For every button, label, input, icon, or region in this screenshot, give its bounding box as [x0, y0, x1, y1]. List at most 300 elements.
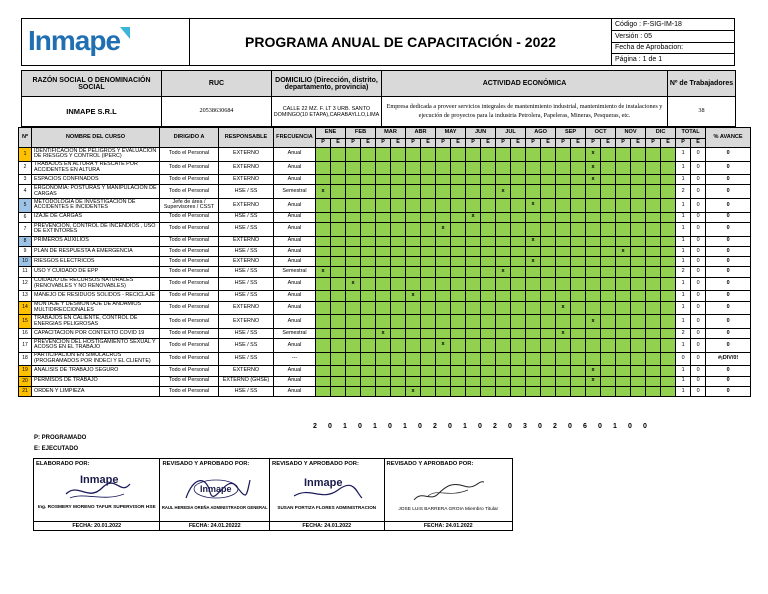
planned-cell [586, 339, 601, 353]
signature-block [33, 458, 513, 531]
course-target: Todo el Personal [160, 185, 219, 199]
executed-subheader: E [661, 139, 676, 148]
course-number: 11 [19, 267, 32, 277]
executed-cell [481, 199, 496, 213]
course-responsible: EXTERNO [219, 161, 274, 175]
executed-cell [481, 328, 496, 338]
planned-cell [406, 376, 421, 386]
training-program-table [18, 127, 751, 397]
course-row [19, 267, 751, 277]
course-target: Todo el Personal [160, 246, 219, 256]
planned-cell [316, 376, 331, 386]
executed-cell [601, 376, 616, 386]
signature-elaborated [34, 459, 160, 530]
planned-cell [406, 246, 421, 256]
executed-cell [631, 175, 646, 185]
course-responsible: EXTERNO [219, 257, 274, 267]
planned-cell [646, 315, 661, 329]
planned-cell [406, 257, 421, 267]
planned-cell [556, 291, 571, 301]
executed-cell [421, 257, 436, 267]
course-frequency: Semestral [274, 185, 316, 199]
planned-cell [406, 185, 421, 199]
planned-cell [406, 161, 421, 175]
course-target: Todo el Personal [160, 236, 219, 246]
monthly-total: 0 [628, 423, 632, 430]
course-row [19, 236, 751, 246]
planned-cell [586, 291, 601, 301]
executed-cell [391, 175, 406, 185]
executed-cell [361, 148, 376, 162]
planned-cell [316, 386, 331, 396]
planned-cell [586, 352, 601, 366]
executed-cell [511, 277, 526, 291]
executed-cell [661, 315, 676, 329]
planned-cell [376, 376, 391, 386]
planned-subheader: P [466, 139, 481, 148]
course-target: Todo el Personal [160, 339, 219, 353]
executed-cell [511, 352, 526, 366]
planned-cell [526, 185, 541, 199]
planned-cell [376, 352, 391, 366]
planned-cell [586, 185, 601, 199]
planned-cell: x [586, 175, 601, 185]
executed-cell [331, 175, 346, 185]
planned-cell [346, 185, 361, 199]
executed-cell [601, 386, 616, 396]
executed-cell [511, 328, 526, 338]
planned-cell [616, 212, 631, 222]
course-responsible: HSE / SS [219, 277, 274, 291]
course-frequency: Anual [274, 148, 316, 162]
total-executed: 0 [691, 148, 706, 162]
avance-value: 0 [706, 236, 751, 246]
executed-cell [451, 315, 466, 329]
course-number: 13 [19, 291, 32, 301]
planned-cell: x [556, 301, 571, 315]
executed-cell [421, 175, 436, 185]
total-planned: 1 [676, 301, 691, 315]
executed-cell [511, 212, 526, 222]
planned-cell [556, 246, 571, 256]
executed-cell [361, 386, 376, 396]
planned-cell [646, 161, 661, 175]
executed-cell [631, 328, 646, 338]
executed-cell [511, 339, 526, 353]
page-number: Página : 1 de 1 [612, 53, 734, 65]
avance-value: 0 [706, 328, 751, 338]
planned-cell [616, 366, 631, 376]
executed-cell [541, 291, 556, 301]
planned-cell [346, 301, 361, 315]
course-frequency: Anual [274, 366, 316, 376]
planned-cell [526, 277, 541, 291]
course-responsible: HSE / SS [219, 267, 274, 277]
executed-cell [541, 212, 556, 222]
planned-cell [406, 267, 421, 277]
planned-cell [436, 257, 451, 267]
planned-cell [556, 352, 571, 366]
monthly-total: 0 [508, 423, 512, 430]
executed-cell [391, 339, 406, 353]
planned-cell: x [556, 328, 571, 338]
course-frequency: Anual [274, 257, 316, 267]
month-header: OCT [586, 128, 616, 139]
planned-cell [586, 257, 601, 267]
executed-cell [631, 277, 646, 291]
planned-cell [406, 148, 421, 162]
executed-cell [451, 236, 466, 246]
executed-cell [601, 301, 616, 315]
executed-cell [601, 277, 616, 291]
planned-cell [466, 301, 481, 315]
executed-cell [331, 212, 346, 222]
executed-cell [391, 386, 406, 396]
planned-cell [316, 315, 331, 329]
executed-cell [661, 328, 676, 338]
planned-cell [586, 301, 601, 315]
monthly-total: 0 [568, 423, 572, 430]
planned-subheader: P [496, 139, 511, 148]
course-name: IDENTIFICACION DE PELIGROS Y EVALUACION DE RIESGOS Y CONTROL (IPERC) [32, 148, 160, 162]
executed-cell [571, 315, 586, 329]
executed-cell [391, 301, 406, 315]
planned-cell [436, 246, 451, 256]
total-executed: 0 [691, 267, 706, 277]
executed-cell [421, 246, 436, 256]
planned-cell [586, 267, 601, 277]
executed-cell [661, 301, 676, 315]
executed-cell [661, 376, 676, 386]
signature-date: FECHA: 24.01.2022 [385, 521, 512, 530]
course-target: Todo el Personal [160, 277, 219, 291]
planned-cell [346, 236, 361, 246]
planned-cell [646, 148, 661, 162]
executed-cell [571, 212, 586, 222]
signature-reviewed-1 [160, 459, 270, 530]
executed-cell [661, 175, 676, 185]
executed-cell [571, 161, 586, 175]
executed-cell [481, 185, 496, 199]
course-number: 6 [19, 212, 32, 222]
course-frequency: --- [274, 352, 316, 366]
executed-cell [481, 222, 496, 236]
executed-cell [391, 277, 406, 291]
company-address: CALLE 22 MZ. F. LT 3 URB. SANTO DOMINGO(10 ETAPA),CARABAYLLO,LIMA [272, 97, 382, 127]
executed-cell [391, 246, 406, 256]
executed-cell [511, 222, 526, 236]
planned-cell [526, 161, 541, 175]
planned-cell [646, 185, 661, 199]
planned-cell [436, 267, 451, 277]
total-planned: 0 [676, 352, 691, 366]
total-executed: 0 [691, 212, 706, 222]
avance-value: 0 [706, 301, 751, 315]
workers-header: Nº de Trabajadores [668, 71, 736, 97]
executed-cell [601, 267, 616, 277]
legend-programado: P: PROGRAMADO [34, 435, 87, 441]
month-header: ENE [316, 128, 346, 139]
planned-cell [556, 339, 571, 353]
executed-cell [361, 185, 376, 199]
planned-cell [496, 328, 511, 338]
total-planned: 1 [676, 386, 691, 396]
monthly-total: 0 [388, 423, 392, 430]
total-executed: 0 [691, 301, 706, 315]
total-executed: 0 [691, 277, 706, 291]
course-frequency: Anual [274, 246, 316, 256]
planned-cell [406, 339, 421, 353]
executed-cell [361, 291, 376, 301]
planned-cell [616, 352, 631, 366]
avance-value: 0 [706, 199, 751, 213]
planned-cell [376, 315, 391, 329]
planned-cell: x [586, 148, 601, 162]
monthly-total: 3 [523, 423, 527, 430]
signature-stamp-icon [408, 472, 488, 506]
planned-cell [436, 301, 451, 315]
planned-cell [376, 175, 391, 185]
planned-cell [436, 148, 451, 162]
executed-cell [331, 267, 346, 277]
course-name: METODOLOGIA DE INVESTIGACIÓN DE ACCIDENTES E INCIDENTES [32, 199, 160, 213]
executed-cell [391, 185, 406, 199]
monthly-total: 1 [463, 423, 467, 430]
planned-cell [496, 199, 511, 213]
course-row [19, 315, 751, 329]
executed-cell [331, 199, 346, 213]
course-name: PERMISOS DE TRABAJO [32, 376, 160, 386]
course-number: 8 [19, 236, 32, 246]
course-responsible: HSE / SS [219, 386, 274, 396]
planned-cell [436, 212, 451, 222]
planned-cell [346, 315, 361, 329]
executed-cell [631, 222, 646, 236]
total-planned: 1 [676, 366, 691, 376]
course-name: TRABAJOS EN CALIENTE, CONTROL DE ENERGIAS PELIGROSAS [32, 315, 160, 329]
executed-cell [571, 339, 586, 353]
executed-cell [331, 277, 346, 291]
planned-cell [346, 328, 361, 338]
total-executed: 0 [691, 386, 706, 396]
planned-cell [556, 161, 571, 175]
planned-cell [616, 175, 631, 185]
planned-cell [526, 148, 541, 162]
signature-reviewed-2 [270, 459, 385, 530]
monthly-total: 0 [418, 423, 422, 430]
executed-cell [421, 315, 436, 329]
executed-cell [541, 236, 556, 246]
planned-cell [646, 257, 661, 267]
svg-text:Inmape: Inmape [303, 477, 343, 489]
executed-cell [421, 366, 436, 376]
planned-cell [346, 199, 361, 213]
executed-cell [601, 257, 616, 267]
planned-cell: x [346, 277, 361, 291]
executed-cell [481, 352, 496, 366]
planned-cell [316, 175, 331, 185]
course-number: 16 [19, 328, 32, 338]
executed-cell [511, 161, 526, 175]
executed-cell [451, 352, 466, 366]
signature-stamp-icon [176, 472, 254, 506]
signer-name: RAUL HEREDIA OREÑA ADMINISTRADOR GENERAL [161, 505, 268, 510]
planned-cell [616, 199, 631, 213]
course-number: 19 [19, 366, 32, 376]
planned-cell: x [526, 199, 541, 213]
executed-cell [541, 386, 556, 396]
executed-cell [541, 161, 556, 175]
planned-subheader: P [526, 139, 541, 148]
executed-cell [391, 212, 406, 222]
executed-cell [571, 148, 586, 162]
planned-cell [346, 212, 361, 222]
planned-cell [316, 277, 331, 291]
planned-cell [316, 366, 331, 376]
company-ruc: 20538630684 [162, 97, 272, 127]
executed-cell [481, 212, 496, 222]
planned-cell [526, 386, 541, 396]
executed-cell [541, 339, 556, 353]
executed-cell [481, 161, 496, 175]
course-number: 10 [19, 257, 32, 267]
course-responsible: EXTERNO [219, 301, 274, 315]
executed-cell [451, 175, 466, 185]
executed-cell [481, 175, 496, 185]
planned-cell [316, 257, 331, 267]
planned-cell [556, 257, 571, 267]
executed-cell [511, 301, 526, 315]
total-executed: 0 [691, 315, 706, 329]
executed-cell [361, 246, 376, 256]
course-frequency: Anual [274, 301, 316, 315]
course-row [19, 212, 751, 222]
total-executed: 0 [691, 291, 706, 301]
total-executed: 0 [691, 328, 706, 338]
executed-cell [451, 386, 466, 396]
planned-cell [346, 161, 361, 175]
planned-cell [466, 246, 481, 256]
planned-cell [466, 199, 481, 213]
executed-cell [571, 175, 586, 185]
planned-cell: x [316, 185, 331, 199]
executed-cell [571, 222, 586, 236]
course-responsible: HSE / SS [219, 212, 274, 222]
executed-cell [631, 257, 646, 267]
planned-cell [586, 199, 601, 213]
executed-cell [601, 175, 616, 185]
monthly-total: 6 [583, 423, 587, 430]
planned-cell [376, 236, 391, 246]
planned-cell [346, 246, 361, 256]
executed-cell [331, 376, 346, 386]
planned-cell [376, 339, 391, 353]
signer-name: SUSAN PORTIZA FLORES ADMINISTRACION [277, 505, 377, 510]
planned-cell [466, 386, 481, 396]
total-planned: 1 [676, 257, 691, 267]
total-executed: 0 [691, 222, 706, 236]
executed-cell [601, 328, 616, 338]
planned-cell [406, 301, 421, 315]
avance-value: 0 [706, 246, 751, 256]
executed-cell [481, 267, 496, 277]
signature-stamp-icon [58, 472, 136, 506]
planned-cell [406, 366, 421, 376]
executed-cell [541, 246, 556, 256]
executed-cell [661, 366, 676, 376]
executed-cell [571, 301, 586, 315]
total-executed: 0 [691, 366, 706, 376]
planned-cell [316, 328, 331, 338]
executed-cell [571, 366, 586, 376]
course-row [19, 199, 751, 213]
legend-ejecutado: E: EJECUTADO [34, 446, 79, 452]
planned-cell [616, 376, 631, 386]
executed-cell [571, 257, 586, 267]
executed-cell [661, 257, 676, 267]
executed-cell [331, 222, 346, 236]
executed-cell [331, 386, 346, 396]
course-name: CAPACITACION POR CONTEXTO COVID 19 [32, 328, 160, 338]
executed-cell [511, 376, 526, 386]
col-target-header: DIRIGIDO A [160, 128, 219, 148]
planned-cell: x [436, 339, 451, 353]
course-number: 5 [19, 199, 32, 213]
executed-cell [571, 185, 586, 199]
course-responsible: EXTERNO [219, 315, 274, 329]
executed-cell [361, 315, 376, 329]
total-executed: 0 [691, 199, 706, 213]
planned-cell [436, 386, 451, 396]
executed-cell [541, 366, 556, 376]
monthly-total: 1 [403, 423, 407, 430]
planned-cell [526, 222, 541, 236]
course-name: PREVENCIÓN, CONTROL DE INCENDIOS , USO DE EXTINTORES [32, 222, 160, 236]
planned-subheader: P [436, 139, 451, 148]
total-planned: 1 [676, 315, 691, 329]
planned-cell [436, 315, 451, 329]
planned-cell [616, 291, 631, 301]
course-number: 15 [19, 315, 32, 329]
course-responsible: EXTERNO [219, 199, 274, 213]
planned-cell [406, 212, 421, 222]
total-planned: 1 [676, 175, 691, 185]
executed-cell [601, 315, 616, 329]
monthly-total: 0 [328, 423, 332, 430]
course-name: ESPACIOS CONFINADOS [32, 175, 160, 185]
planned-cell [616, 185, 631, 199]
executed-cell [481, 301, 496, 315]
executed-cell [541, 257, 556, 267]
monthly-totals-row [313, 423, 713, 432]
company-name: INMAPE S.R.L [22, 97, 162, 127]
planned-cell [496, 175, 511, 185]
planned-cell [346, 148, 361, 162]
executed-cell [631, 212, 646, 222]
course-row [19, 376, 751, 386]
course-row [19, 301, 751, 315]
planned-cell [316, 161, 331, 175]
planned-cell [376, 267, 391, 277]
planned-subheader: P [646, 139, 661, 148]
executed-cell [481, 148, 496, 162]
course-target: Todo el Personal [160, 386, 219, 396]
avance-value: 0 [706, 376, 751, 386]
planned-cell [586, 212, 601, 222]
month-header: MAY [436, 128, 466, 139]
executed-cell [331, 339, 346, 353]
course-name: PRIMEROS AUXILIOS [32, 236, 160, 246]
